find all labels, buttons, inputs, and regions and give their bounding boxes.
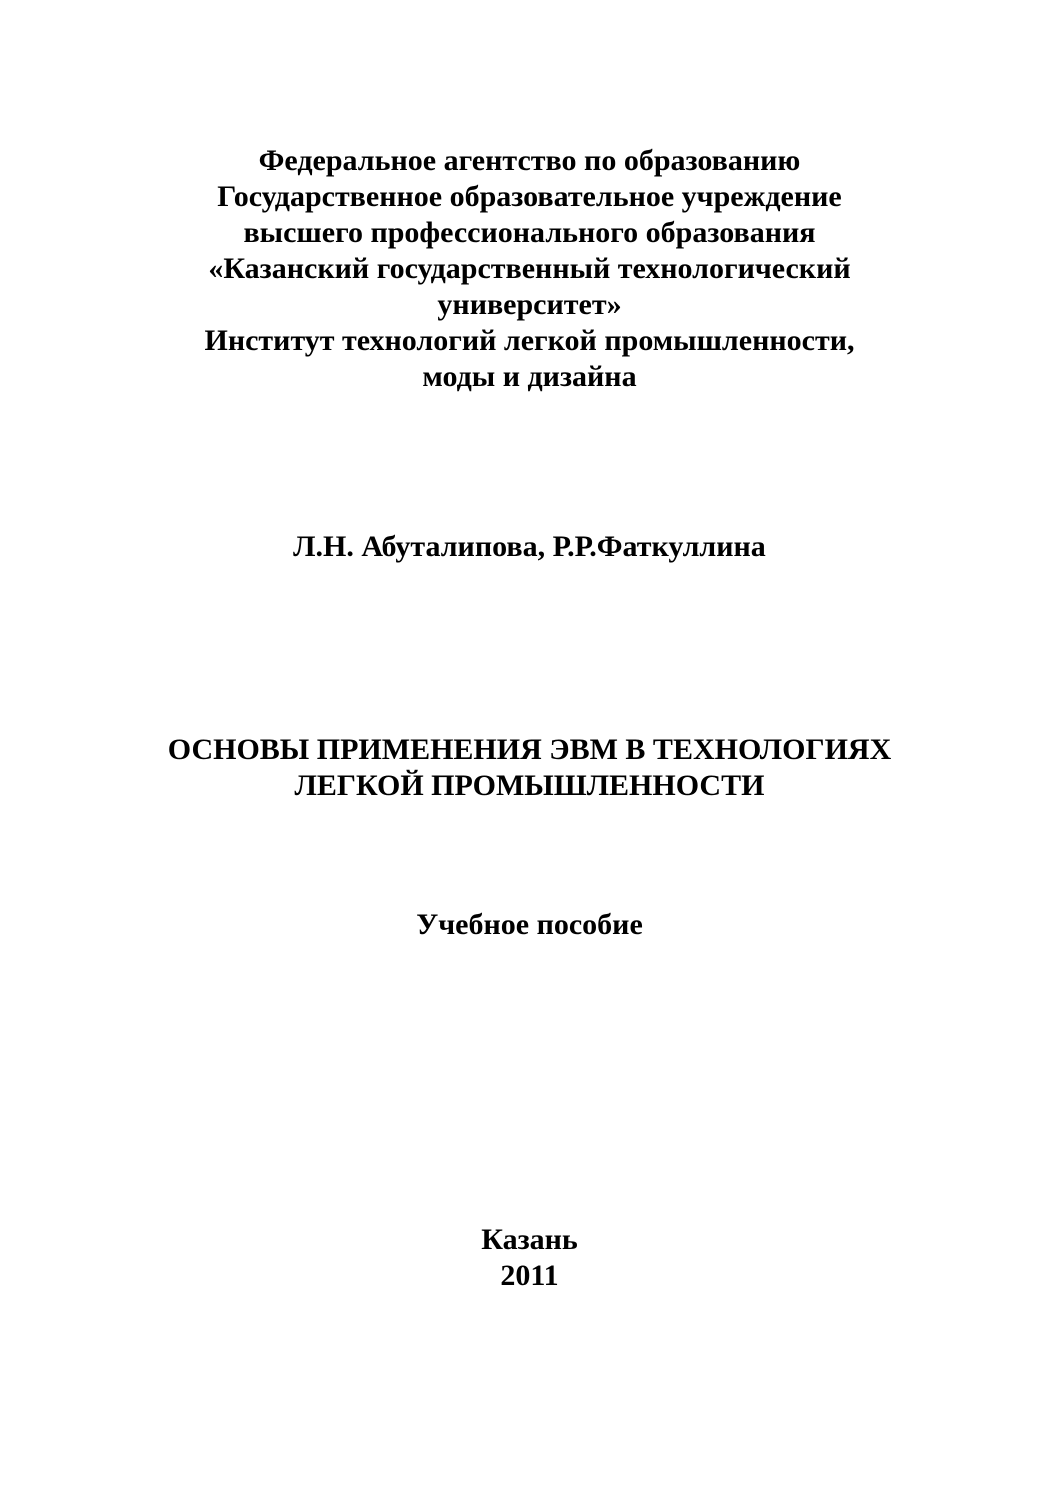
- publication-info: [0, 1222, 1059, 1294]
- publication-year: 2011: [500, 1259, 559, 1292]
- book-title-line-1: ОСНОВЫ ПРИМЕНЕНИЯ ЭВМ В ТЕХНОЛОГИЯХ: [167, 733, 892, 766]
- header-line-agency: Федеральное агентство по образованию: [258, 144, 801, 177]
- authors: [0, 529, 1059, 565]
- header-line-institute: Институт технологий легкой промышленности,: [204, 324, 855, 357]
- header-line-university-name: «Казанский государственный технологический: [208, 252, 851, 285]
- header-line-university-name-cont: университет»: [437, 288, 622, 321]
- header-line-institute-cont: моды и дизайна: [422, 360, 637, 393]
- authors-line: Л.Н. Абуталипова, Р.Р.Фаткуллина: [293, 530, 766, 563]
- document-type: [0, 907, 1059, 943]
- publication-place: Казань: [481, 1223, 578, 1256]
- book-title-line-2: ЛЕГКОЙ ПРОМЫШЛЕННОСТИ: [294, 769, 765, 802]
- header-line-institution-type: Государственное образовательное учреждение: [217, 180, 842, 213]
- institution-header: [0, 143, 1059, 395]
- book-title: [0, 732, 1059, 804]
- document-type-label: Учебное пособие: [416, 908, 643, 941]
- header-line-education-level: высшего профессионального образования: [243, 216, 816, 249]
